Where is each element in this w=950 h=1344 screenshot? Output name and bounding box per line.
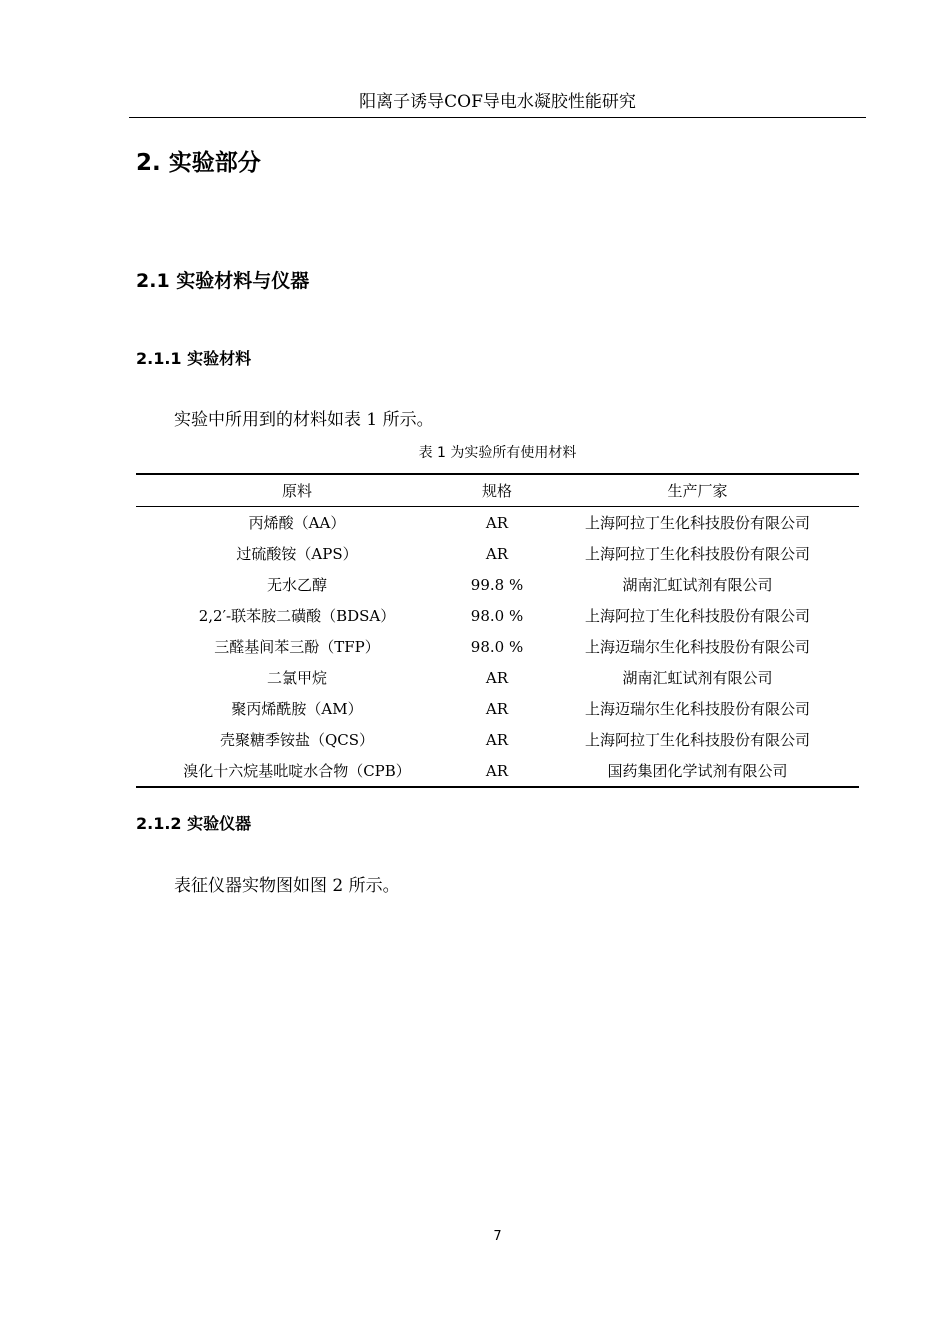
cell-material: 过硫酸铵（APS） (236, 545, 358, 563)
materials-table (136, 473, 859, 788)
cell-material: 丙烯酸（AA） (248, 514, 346, 532)
cell-manufacturer: 上海阿拉丁生化科技股份有限公司 (584, 514, 810, 532)
cell-spec: AR (485, 544, 509, 563)
cell-material: 2,2′-联苯胺二磺酸（BDSA） (198, 607, 396, 625)
cell-spec: 98.0 % (470, 637, 524, 656)
paragraph-instruments-intro: 表征仪器实物图如图 2 所示。 (174, 876, 400, 896)
subsubsection-heading-materials: 2.1.1 实验材料 (136, 349, 252, 368)
table-row (136, 600, 859, 631)
cell-material: 壳聚糖季铵盐（QCS） (219, 731, 375, 749)
cell-manufacturer: 湖南汇虹试剂有限公司 (622, 669, 773, 687)
page-number: 7 (493, 1229, 502, 1244)
subsection-heading-materials-instruments: 2.1 实验材料与仪器 (136, 270, 310, 292)
table-row (136, 662, 859, 693)
table-row (136, 569, 859, 600)
column-header-spec: 规格 (458, 474, 536, 507)
cell-spec: 98.0 % (470, 606, 524, 625)
cell-material: 溴化十六烷基吡啶水合物（CPB） (183, 762, 411, 780)
paragraph-materials-intro: 实验中所用到的材料如表 1 所示。 (174, 410, 434, 430)
table-row (136, 631, 859, 662)
table-row (136, 693, 859, 724)
section-heading-experimental: 2. 实验部分 (136, 150, 261, 176)
cell-material: 三醛基间苯三酚（TFP） (214, 638, 380, 656)
cell-manufacturer: 国药集团化学试剂有限公司 (607, 762, 788, 780)
cell-manufacturer: 上海迈瑞尔生化科技股份有限公司 (584, 700, 810, 718)
cell-manufacturer: 上海迈瑞尔生化科技股份有限公司 (584, 638, 810, 656)
cell-spec: AR (485, 513, 509, 532)
table-row (136, 538, 859, 569)
table-header-row (136, 474, 859, 507)
cell-spec: AR (485, 761, 509, 780)
cell-material: 聚丙烯酰胺（AM） (231, 700, 363, 718)
running-header: 阳离子诱导COF导电水凝胶性能研究 (359, 92, 636, 112)
cell-manufacturer: 上海阿拉丁生化科技股份有限公司 (584, 607, 810, 625)
cell-spec: AR (485, 730, 509, 749)
cell-spec: AR (485, 668, 509, 687)
header-rule (129, 117, 866, 118)
table-caption: 表 1 为实验所有使用材料 (418, 445, 577, 461)
column-header-material: 原料 (136, 474, 458, 507)
cell-material: 二氯甲烷 (266, 669, 327, 687)
table-row (136, 507, 859, 539)
column-header-manufacturer: 生产厂家 (536, 474, 859, 507)
cell-manufacturer: 上海阿拉丁生化科技股份有限公司 (584, 731, 810, 749)
cell-material: 无水乙醇 (266, 576, 327, 594)
cell-manufacturer: 湖南汇虹试剂有限公司 (622, 576, 773, 594)
table-row (136, 724, 859, 755)
cell-spec: AR (485, 699, 509, 718)
cell-spec: 99.8 % (470, 575, 524, 594)
cell-manufacturer: 上海阿拉丁生化科技股份有限公司 (584, 545, 810, 563)
subsubsection-heading-instruments: 2.1.2 实验仪器 (136, 814, 252, 833)
table-row (136, 755, 859, 787)
